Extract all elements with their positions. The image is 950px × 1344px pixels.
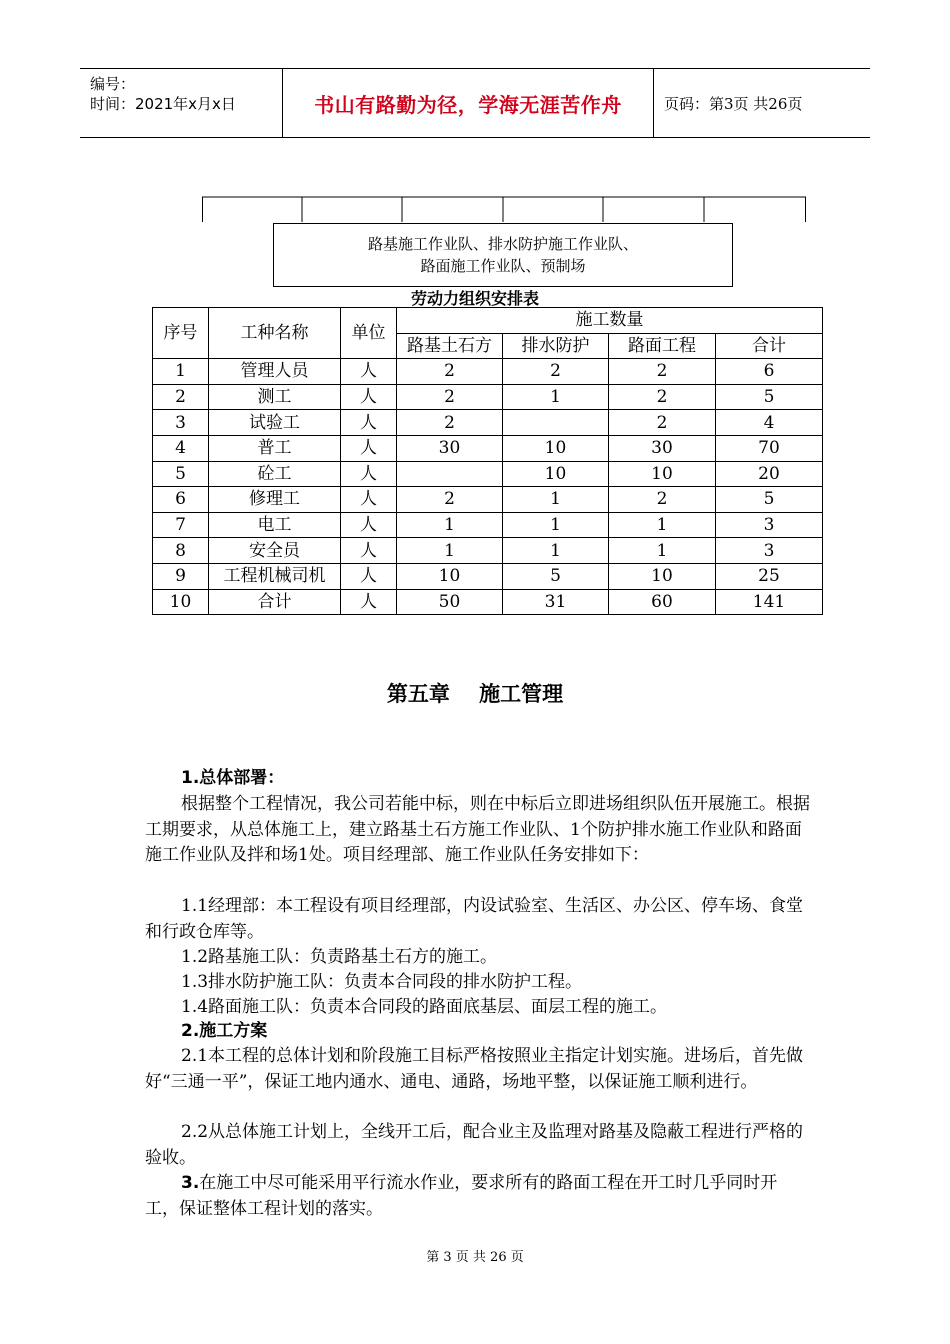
header-drainage: 排水防护 (503, 333, 609, 359)
header-page-cell (654, 69, 870, 137)
cell-roadbed: 1 (397, 538, 503, 564)
header-unit: 单位 (341, 308, 397, 359)
table-row (153, 384, 823, 410)
cell-pavement: 10 (609, 461, 716, 487)
section-1-3: 1.3排水防护施工队：负责本合同段的排水防护工程。 (181, 972, 583, 992)
cell-unit: 人 (341, 435, 397, 461)
cell-total: 3 (716, 512, 823, 538)
cell-no: 3 (153, 410, 209, 436)
cell-unit: 人 (341, 384, 397, 410)
cell-total: 70 (716, 435, 823, 461)
section-3-text: 在施工中尽可能采用平行流水作业，要求所有的路面工程在开工时几乎同时开工，保证整体工程计划的落实。 (145, 1173, 778, 1219)
header-motto: 书山有路勤为径，学海无涯苦作舟 (314, 92, 622, 117)
cell-roadbed: 1 (397, 512, 503, 538)
cell-roadbed: 2 (397, 359, 503, 385)
header-total: 合计 (716, 333, 823, 359)
section-2-2: 2.2从总体施工计划上，全线开工后，配合业主及监理对路基及隐蔽工程进行严格的验收。 (145, 1122, 804, 1168)
org-chart-bracket (202, 194, 806, 222)
cell-unit: 人 (341, 563, 397, 589)
header-page-info: 页码：第3页 共26页 (664, 94, 803, 113)
org-chart-teams-box (273, 223, 733, 287)
table-title: 劳动力组织安排表 (410, 289, 539, 308)
header-motto-cell (283, 69, 654, 137)
chapter-title: 第五章 施工管理 (386, 682, 564, 706)
cell-total: 141 (716, 589, 823, 615)
cell-no: 10 (153, 589, 209, 615)
cell-roadbed: 10 (397, 563, 503, 589)
cell-unit: 人 (341, 359, 397, 385)
org-box-line-2: 路面施工作业队、预制场 (420, 257, 586, 275)
table-row (153, 538, 823, 564)
cell-name: 试验工 (209, 410, 341, 436)
cell-unit: 人 (341, 461, 397, 487)
cell-name: 电工 (209, 512, 341, 538)
table-row (153, 359, 823, 385)
cell-pavement: 1 (609, 538, 716, 564)
cell-drainage: 1 (503, 384, 609, 410)
cell-roadbed: 2 (397, 410, 503, 436)
doc-time-label: 时间：2021年x月x日 (90, 95, 236, 113)
cell-name: 修理工 (209, 487, 341, 513)
section-1-4: 1.4路面施工队：负责本合同段的路面底基层、面层工程的施工。 (181, 997, 668, 1017)
section-1-2: 1.2路基施工队：负责路基土石方的施工。 (181, 947, 498, 967)
cell-no: 5 (153, 461, 209, 487)
cell-name: 普工 (209, 435, 341, 461)
cell-no: 8 (153, 538, 209, 564)
cell-pavement: 2 (609, 487, 716, 513)
table-row (153, 435, 823, 461)
cell-drainage: 1 (503, 487, 609, 513)
section-1-1: 1.1经理部：本工程设有项目经理部，内设试验室、生活区、办公区、停车场、食堂和行政仓库等。 (145, 896, 804, 942)
cell-total: 20 (716, 461, 823, 487)
cell-roadbed (397, 461, 503, 487)
cell-drainage: 2 (503, 359, 609, 385)
table-row (153, 563, 823, 589)
header-qty: 施工数量 (397, 308, 823, 334)
header-pavement: 路面工程 (609, 333, 716, 359)
cell-pavement: 2 (609, 384, 716, 410)
cell-total: 5 (716, 384, 823, 410)
table-row (153, 461, 823, 487)
cell-total: 3 (716, 538, 823, 564)
labor-table (152, 307, 823, 615)
cell-pavement: 2 (609, 410, 716, 436)
cell-pavement: 60 (609, 589, 716, 615)
cell-drainage: 1 (503, 512, 609, 538)
header-type: 工种名称 (209, 308, 341, 359)
cell-name: 砼工 (209, 461, 341, 487)
table-row-total (153, 589, 823, 615)
header-roadbed: 路基土石方 (397, 333, 503, 359)
cell-no: 2 (153, 384, 209, 410)
cell-name: 安全员 (209, 538, 341, 564)
table-header-row (153, 308, 823, 334)
cell-drainage: 10 (503, 461, 609, 487)
section-2-heading: 2.施工方案 (181, 1021, 268, 1041)
page-header (80, 68, 870, 138)
cell-unit: 人 (341, 512, 397, 538)
cell-total: 6 (716, 359, 823, 385)
table-row (153, 512, 823, 538)
cell-unit: 人 (341, 538, 397, 564)
cell-unit: 人 (341, 487, 397, 513)
org-box-line-1: 路基施工作业队、排水防护施工作业队、 (367, 235, 638, 253)
cell-no: 6 (153, 487, 209, 513)
cell-drainage: 31 (503, 589, 609, 615)
cell-roadbed: 2 (397, 384, 503, 410)
section-1-paragraph: 根据整个工程情况，我公司若能中标，则在中标后立即进场组织队伍开展施工。根据工期要求，从总体施工上，建立路基土石方施工作业队、1个防护排水施工作业队和路面施工作业队及拌和场1处。项目经理部、施工作业队任务安排如下： (145, 794, 810, 865)
cell-drainage: 1 (503, 538, 609, 564)
header-meta (80, 69, 283, 137)
cell-name: 管理人员 (209, 359, 341, 385)
table-row (153, 487, 823, 513)
cell-total: 5 (716, 487, 823, 513)
cell-no: 1 (153, 359, 209, 385)
section-3-number: 3. (181, 1173, 200, 1193)
cell-name: 工程机械司机 (209, 563, 341, 589)
cell-pavement: 2 (609, 359, 716, 385)
cell-roadbed: 30 (397, 435, 503, 461)
cell-pavement: 10 (609, 563, 716, 589)
cell-unit: 人 (341, 589, 397, 615)
doc-number-label: 编号： (90, 75, 136, 93)
cell-name: 测工 (209, 384, 341, 410)
section-2-1: 2.1本工程的总体计划和阶段施工目标严格按照业主指定计划实施。进场后，首先做好“三通一平”，保证工地内通水、通电、通路，场地平整，以保证施工顺利进行。 (145, 1046, 804, 1092)
cell-no: 7 (153, 512, 209, 538)
section-3-paragraph (145, 1171, 810, 1222)
cell-pavement: 1 (609, 512, 716, 538)
cell-unit: 人 (341, 410, 397, 436)
cell-name: 合计 (209, 589, 341, 615)
cell-no: 4 (153, 435, 209, 461)
cell-drainage: 5 (503, 563, 609, 589)
table-row (153, 410, 823, 436)
cell-total: 25 (716, 563, 823, 589)
cell-total: 4 (716, 410, 823, 436)
cell-no: 9 (153, 563, 209, 589)
cell-roadbed: 2 (397, 487, 503, 513)
header-no: 序号 (153, 308, 209, 359)
cell-roadbed: 50 (397, 589, 503, 615)
cell-drainage: 10 (503, 435, 609, 461)
cell-drainage (503, 410, 609, 436)
cell-pavement: 30 (609, 435, 716, 461)
section-1-heading: 1.总体部署： (181, 768, 285, 788)
page-footer: 第 3 页 共 26 页 (426, 1250, 524, 1265)
